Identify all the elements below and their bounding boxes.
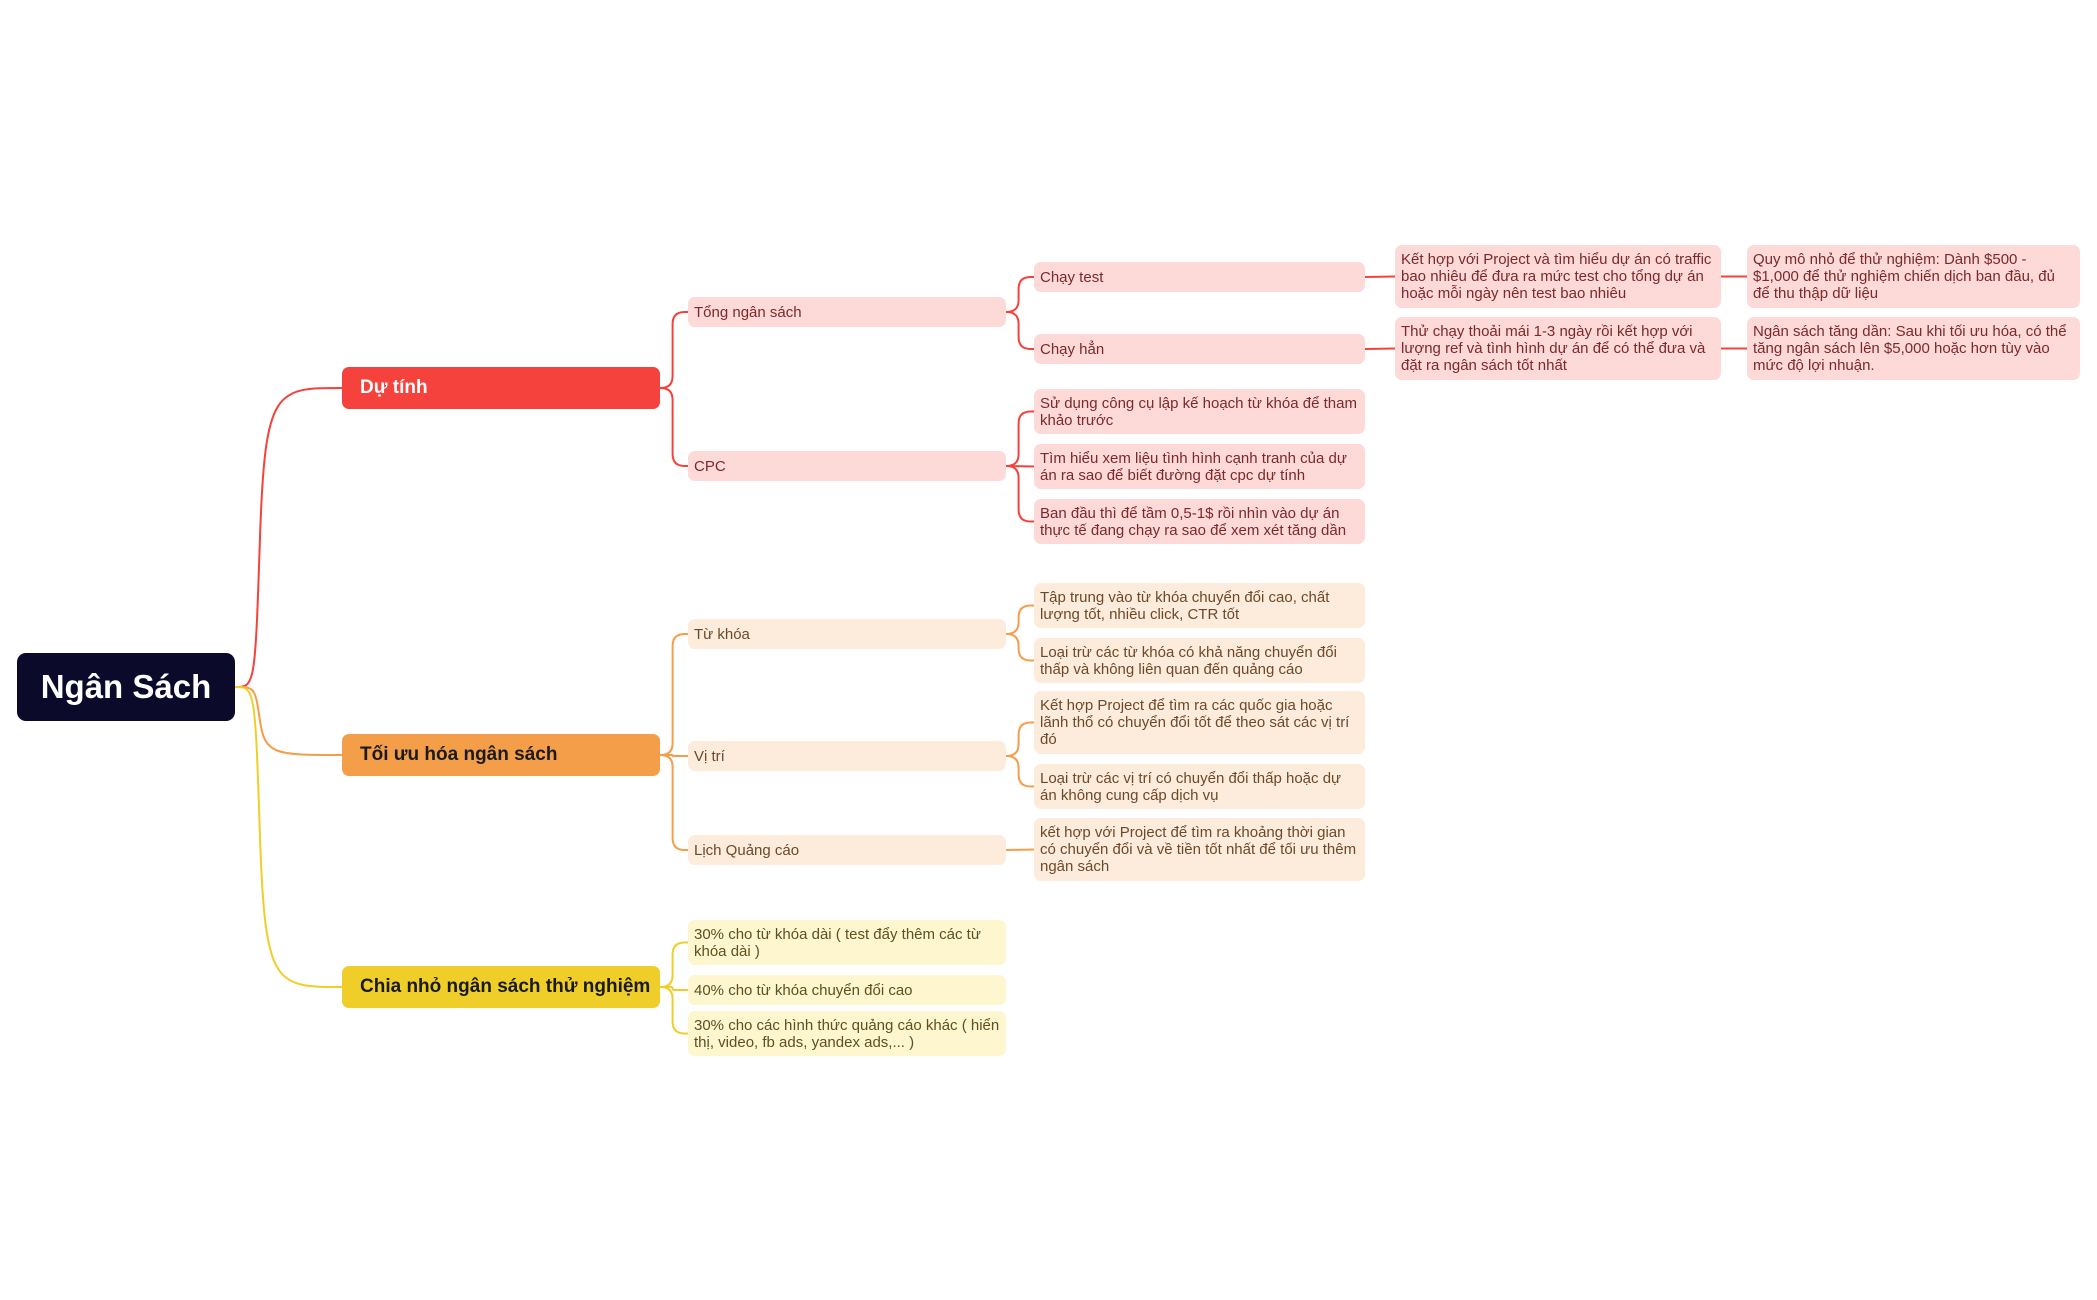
chia-nho-leaf-2[interactable]: 40% cho từ khóa chuyển đổi cao (688, 975, 1006, 1005)
branch-du-tinh[interactable]: Dự tính (342, 367, 660, 409)
root-node[interactable]: Ngân Sách (17, 653, 235, 721)
cpc-leaf-1[interactable]: Sử dụng công cụ lập kế hoạch từ khóa để tham khảo trước (1034, 389, 1365, 434)
topic-lich-quang-cao[interactable]: Lịch Quảng cáo (688, 835, 1006, 865)
connector-tu-khoa-2 (1006, 634, 1034, 661)
connector-chay-test-detail (1365, 277, 1395, 278)
tu-khoa-leaf-2[interactable]: Loại trừ các từ khóa có khả năng chuyển đổi thấp và không liên quan đến quảng cáo (1034, 638, 1365, 683)
detail-chay-han[interactable]: Thử chạy thoải mái 1-3 ngày rồi kết hợp với lượng ref và tình hình dự án để có thể đưa và đặt ra ngân sách tốt nhất (1395, 317, 1721, 380)
connector-tong-chay-test (1006, 277, 1034, 312)
cpc-leaf-2[interactable]: Tìm hiểu xem liệu tình hình cạnh tranh của dự án ra sao để biết đường đặt cpc dự tính (1034, 444, 1365, 489)
topic-cpc[interactable]: CPC (688, 451, 1006, 481)
detail-chay-test[interactable]: Kết hợp với Project và tìm hiểu dự án có traffic bao nhiêu để đưa ra mức test cho tổng dự án hoặc mỗi ngày nên test bao nhiêu (1395, 245, 1721, 308)
connector-root-chia-nho (235, 687, 342, 987)
lich-quang-cao-leaf-1[interactable]: kết hợp với Project để tìm ra khoảng thời gian có chuyển đổi và về tiền tốt nhất để tối ưu thêm ngân sách (1034, 818, 1365, 881)
vi-tri-leaf-2[interactable]: Loại trừ các vị trí có chuyển đổi thấp hoặc dự án không cung cấp dịch vụ (1034, 764, 1365, 809)
connector-vi-tri-2 (1006, 756, 1034, 787)
connector-toi-uu-lich (660, 755, 688, 850)
note-chay-han[interactable]: Ngân sách tăng dần: Sau khi tối ưu hóa, có thể tăng ngân sách lên $5,000 hoặc hơn tùy vào mức độ lợi nhuận. (1747, 317, 2080, 380)
connector-lich-1 (1006, 850, 1034, 851)
connector-chay-han-detail (1365, 349, 1395, 350)
connector-du-tinh-cpc (660, 388, 688, 466)
connector-du-tinh-tong (660, 312, 688, 388)
topic-tu-khoa[interactable]: Từ khóa (688, 619, 1006, 649)
connector-tong-chay-han (1006, 312, 1034, 349)
chia-nho-leaf-3[interactable]: 30% cho các hình thức quảng cáo khác ( hiển thị, video, fb ads, yandex ads,... ) (688, 1011, 1006, 1056)
note-chay-test[interactable]: Quy mô nhỏ để thử nghiệm: Dành $500 - $1,000 để thử nghiệm chiến dịch ban đầu, đủ để thu thập dữ liệu (1747, 245, 2080, 308)
connector-chia-nho-1 (660, 943, 688, 988)
connector-root-du-tinh (235, 388, 342, 687)
connector-tu-khoa-1 (1006, 606, 1034, 635)
connector-cpc-1 (1006, 412, 1034, 467)
chia-nho-leaf-1[interactable]: 30% cho từ khóa dài ( test đẩy thêm các từ khóa dài ) (688, 920, 1006, 965)
connector-vi-tri-1 (1006, 723, 1034, 757)
connector-cpc-3 (1006, 466, 1034, 522)
topic-chay-test[interactable]: Chạy test (1034, 262, 1365, 292)
tu-khoa-leaf-1[interactable]: Tập trung vào từ khóa chuyển đổi cao, chất lượng tốt, nhiều click, CTR tốt (1034, 583, 1365, 628)
topic-vi-tri[interactable]: Vị trí (688, 741, 1006, 771)
topic-chay-han[interactable]: Chạy hẳn (1034, 334, 1365, 364)
connector-toi-uu-tu-khoa (660, 634, 688, 755)
branch-chia-nho[interactable]: Chia nhỏ ngân sách thử nghiệm (342, 966, 660, 1008)
connector-chia-nho-3 (660, 987, 688, 1034)
vi-tri-leaf-1[interactable]: Kết hợp Project để tìm ra các quốc gia hoặc lãnh thổ có chuyển đổi tốt để theo sát các vị trí đó (1034, 691, 1365, 754)
cpc-leaf-3[interactable]: Ban đầu thì để tầm 0,5-1$ rồi nhìn vào dự án thực tế đang chạy ra sao để xem xét tăng dần (1034, 499, 1365, 544)
topic-tong-ngan-sach[interactable]: Tổng ngân sách (688, 297, 1006, 327)
branch-toi-uu-hoa[interactable]: Tối ưu hóa ngân sách (342, 734, 660, 776)
